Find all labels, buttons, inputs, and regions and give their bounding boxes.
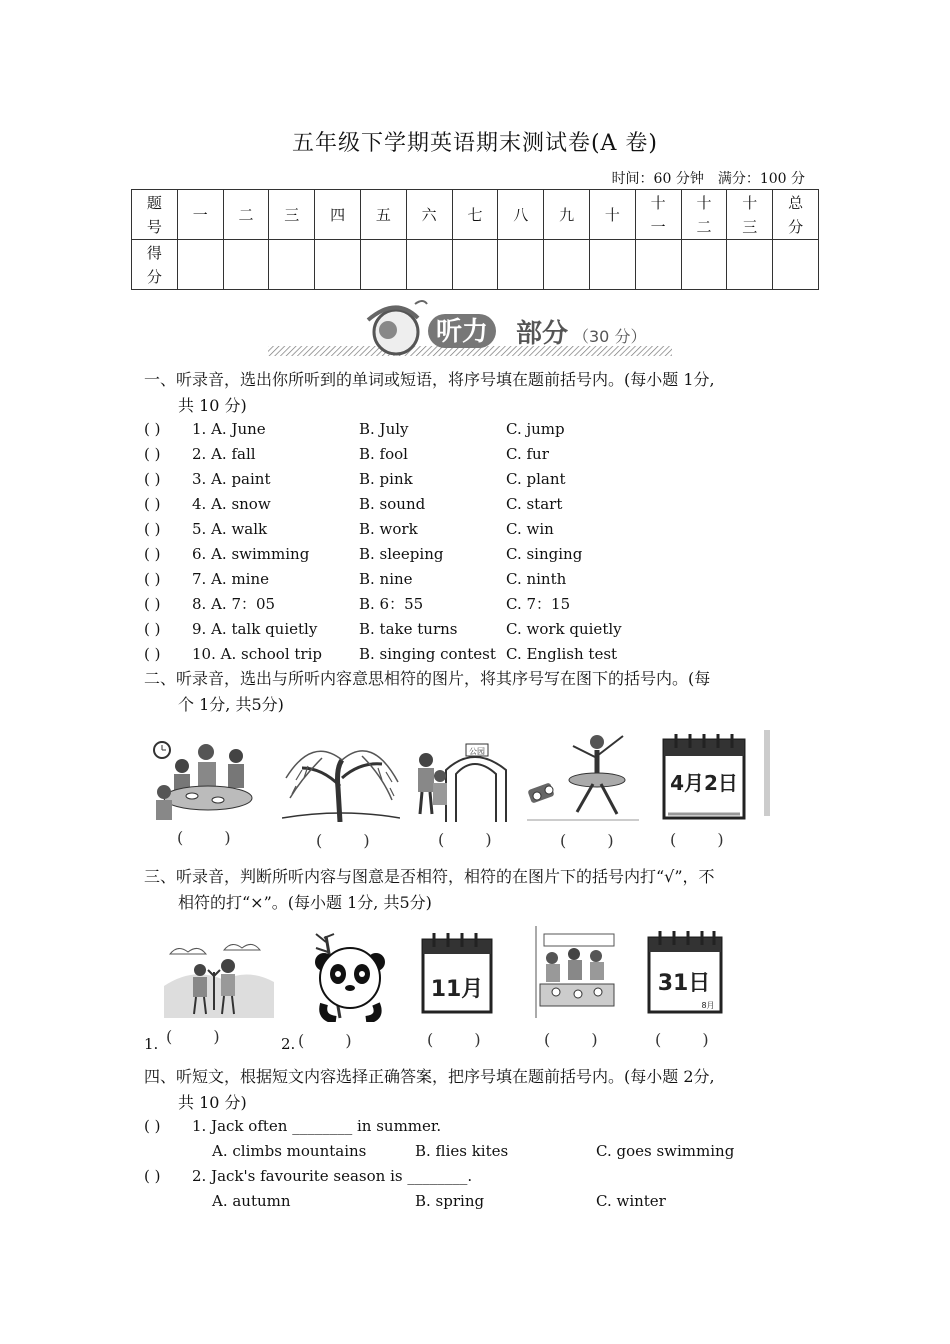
option-c: C. jump	[506, 420, 565, 438]
picture-answer-paren[interactable]: ( )	[427, 1030, 499, 1049]
score-cell[interactable]	[635, 240, 681, 290]
score-cell[interactable]	[177, 240, 223, 290]
answer-paren[interactable]: ( )	[144, 620, 161, 638]
score-cell[interactable]	[269, 240, 315, 290]
score-cell[interactable]	[498, 240, 544, 290]
answer-paren[interactable]: ( )	[144, 470, 161, 488]
score-cell[interactable]	[315, 240, 361, 290]
calendar-month-text: 11月	[430, 977, 484, 1002]
option-c: C. 7：15	[506, 595, 571, 613]
exam-meta: 时间：60 分钟 满分：100 分	[611, 171, 805, 187]
score-cell[interactable]	[406, 240, 452, 290]
option-a: 6. A. swimming	[192, 545, 310, 563]
score-table	[131, 189, 819, 290]
calendar-day-text: 31日	[657, 971, 711, 996]
calendar-november-picture	[420, 930, 494, 1016]
table-header-cell: 四	[315, 190, 361, 240]
question-row	[144, 642, 824, 667]
option-c: C. singing	[506, 545, 583, 563]
options-row	[144, 1139, 824, 1164]
option-c: C. fur	[506, 445, 549, 463]
table-header-cell: 总 分	[773, 190, 819, 240]
instruction-line: 个 1分, 共5分)	[178, 695, 284, 714]
option-a: 10. A. school trip	[192, 645, 322, 663]
question-row	[144, 617, 824, 642]
option-c: C. winter	[596, 1192, 666, 1210]
instruction-line: 共 10 分)	[178, 396, 247, 415]
option-a: 4. A. snow	[192, 495, 271, 513]
picture-answer-paren[interactable]: ( )	[298, 1031, 370, 1050]
answer-paren[interactable]: ( )	[144, 545, 161, 563]
instruction-line: 共 10 分)	[178, 1093, 247, 1112]
table-header-cell: 十 一	[635, 190, 681, 240]
table-header-cell: 十	[589, 190, 635, 240]
option-c: C. start	[506, 495, 563, 513]
table-header-cell: 十 三	[727, 190, 773, 240]
question-row	[144, 467, 824, 492]
option-b: B. spring	[415, 1192, 485, 1210]
question-row	[144, 567, 824, 592]
option-a: A. autumn	[212, 1192, 291, 1210]
score-cell[interactable]	[681, 240, 727, 290]
score-cell[interactable]	[544, 240, 590, 290]
question-row	[144, 492, 824, 517]
table-label-cell: 题 号	[132, 190, 178, 240]
gate-sign-text: 公园	[469, 747, 485, 756]
option-c: C. work quietly	[506, 620, 622, 638]
score-table-score-row	[132, 240, 819, 290]
option-b: B. nine	[359, 570, 413, 588]
option-a: 2. A. fall	[192, 445, 256, 463]
table-header-cell: 二	[223, 190, 269, 240]
picture-answer-paren[interactable]: ( )	[438, 830, 510, 849]
table-header-cell: 五	[360, 190, 406, 240]
option-a: 7. A. mine	[192, 570, 270, 588]
option-c: C. ninth	[506, 570, 567, 588]
picture-answer-paren[interactable]: ( )	[670, 830, 742, 849]
option-a: 8. A. 7：05	[192, 595, 276, 613]
table-header-cell: 八	[498, 190, 544, 240]
banner-word-section: 部分	[516, 319, 569, 349]
calendar-august-31-picture	[646, 928, 724, 1016]
score-cell[interactable]	[727, 240, 773, 290]
question-row	[144, 1164, 824, 1189]
question-row	[144, 417, 824, 442]
question-row	[144, 1114, 824, 1139]
picture-answer-paren[interactable]: ( )	[166, 1027, 238, 1046]
table-header-cell: 十 二	[681, 190, 727, 240]
option-a: 3. A. paint	[192, 470, 271, 488]
answer-paren[interactable]: ( )	[144, 445, 161, 463]
picture-answer-paren[interactable]: ( )	[177, 828, 249, 847]
picture-answer-paren[interactable]: ( )	[544, 1030, 616, 1049]
calendar-april-2-picture	[660, 730, 770, 822]
options-row	[144, 1189, 824, 1214]
score-cell[interactable]	[223, 240, 269, 290]
question-text: 2. Jack's favourite season is ________.	[192, 1167, 473, 1185]
option-b: B. take turns	[359, 620, 458, 638]
willow-tree-picture	[282, 738, 400, 822]
picture-answer-paren[interactable]: ( )	[560, 831, 632, 850]
picture-number-label: 2.	[281, 1035, 296, 1053]
section4-instruction	[144, 1064, 824, 1116]
instruction-line: 二、听录音，选出与所听内容意思相符的图片，将其序号写在图下的括号内。(每	[144, 669, 711, 688]
score-cell[interactable]	[360, 240, 406, 290]
score-cell[interactable]	[452, 240, 498, 290]
answer-paren[interactable]: ( )	[144, 1167, 161, 1185]
option-a: 5. A. walk	[192, 520, 268, 538]
ballet-dancer-picture	[527, 728, 639, 822]
question-row	[144, 542, 824, 567]
planting-trees-picture	[164, 936, 274, 1018]
instruction-line: 四、听短文，根据短文内容选择正确答案，把序号填在题前括号内。(每小题 2分,	[144, 1067, 715, 1086]
table-header-cell: 九	[544, 190, 590, 240]
instruction-line: 一、听录音，选出你所听到的单词或短语，将序号填在题前括号内。(每小题 1分,	[144, 370, 715, 389]
question-text: 1. Jack often ________ in summer.	[192, 1117, 442, 1135]
panda-picture	[300, 932, 396, 1022]
option-c: C. goes swimming	[596, 1142, 735, 1160]
section1-instruction	[144, 367, 824, 419]
banner-points: （30 分）	[573, 327, 647, 346]
option-b: B. singing contest	[359, 645, 496, 663]
instruction-line: 相符的打“×”。(每小题 1分, 共5分)	[178, 893, 432, 912]
question-row	[144, 442, 824, 467]
option-a: 9. A. talk quietly	[192, 620, 318, 638]
answer-paren[interactable]: ( )	[144, 520, 161, 538]
question-row	[144, 517, 824, 542]
table-header-cell: 七	[452, 190, 498, 240]
score-table-header-row	[132, 190, 819, 240]
answer-paren[interactable]: ( )	[144, 495, 161, 513]
section2-instruction	[144, 666, 824, 718]
question-row	[144, 592, 824, 617]
option-b: B. sleeping	[359, 545, 444, 563]
instruction-line: 三、听录音，判断所听内容与图意是否相符，相符的在图片下的括号内打“√”，不	[144, 867, 715, 886]
option-a: A. climbs mountains	[212, 1142, 367, 1160]
option-b: B. flies kites	[415, 1142, 509, 1160]
park-gate-picture	[410, 740, 516, 822]
calendar-date-text: 4月2日	[670, 771, 738, 795]
option-b: B. July	[359, 420, 409, 438]
option-b: B. work	[359, 520, 418, 538]
table-header-cell: 三	[269, 190, 315, 240]
table-label-cell: 得 分	[132, 240, 178, 290]
table-header-cell: 六	[406, 190, 452, 240]
answer-paren[interactable]: ( )	[144, 570, 161, 588]
option-b: B. fool	[359, 445, 408, 463]
party-picture	[532, 926, 618, 1018]
option-c: C. win	[506, 520, 554, 538]
option-c: C. plant	[506, 470, 566, 488]
answer-paren[interactable]: ( )	[144, 595, 161, 613]
option-b: B. pink	[359, 470, 413, 488]
calendar-small-month-text: 8月	[701, 1001, 715, 1010]
option-b: B. 6：55	[359, 595, 424, 613]
picture-answer-paren[interactable]: ( )	[655, 1030, 727, 1049]
answer-paren[interactable]: ( )	[144, 645, 161, 663]
listening-section-banner	[268, 300, 678, 362]
picture-answer-paren[interactable]: ( )	[316, 831, 388, 850]
option-a: 1. A. June	[192, 420, 266, 438]
option-c: C. English test	[506, 645, 618, 663]
banner-word-listening: 听力	[435, 317, 489, 347]
score-cell[interactable]	[589, 240, 635, 290]
answer-paren[interactable]: ( )	[144, 1117, 161, 1135]
table-header-cell: 一	[177, 190, 223, 240]
family-dinner-picture	[152, 740, 256, 822]
score-cell[interactable]	[773, 240, 819, 290]
section3-instruction	[144, 864, 824, 916]
answer-paren[interactable]: ( )	[144, 420, 161, 438]
picture-number-label: 1.	[144, 1035, 159, 1053]
option-b: B. sound	[359, 495, 426, 513]
page-title: 五年级下学期英语期末测试卷(A 卷)	[291, 131, 659, 156]
